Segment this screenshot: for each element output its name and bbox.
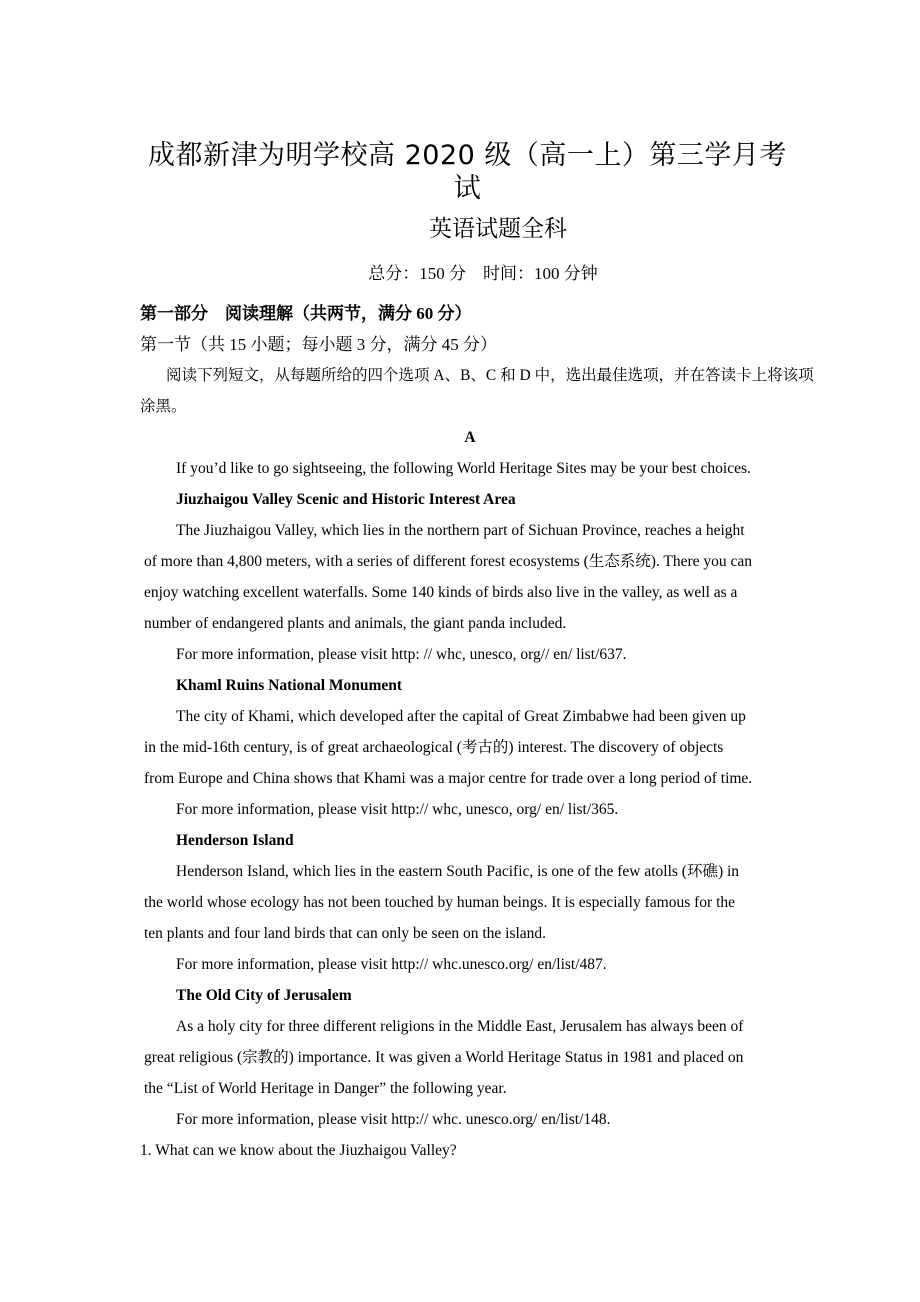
part-heading: 第一部分 阅读理解（共两节，满分 60 分）	[140, 304, 472, 323]
paragraph-line: the world whose ecology has not been touched by human beings. It is especially famous for the	[144, 894, 736, 911]
document-title-line-2: 试	[453, 173, 482, 204]
paragraph-line: from Europe and China shows that Khami was a major centre for trade over a long period of time.	[144, 770, 753, 787]
paragraph-line: the “List of World Heritage in Danger” the following year.	[144, 1080, 507, 1097]
score-time-info: 总分：150 分 时间：100 分钟	[368, 264, 598, 283]
site-heading: Henderson Island	[176, 832, 294, 849]
site-heading: Jiuzhaigou Valley Scenic and Historic Interest Area	[176, 491, 516, 508]
info-link-line: For more information, please visit http: // whc, unesco, org// en/ list/637.	[176, 646, 627, 663]
paragraph-line: As a holy city for three different religions in the Middle East, Jerusalem has always been of	[176, 1018, 744, 1035]
paragraph-line: enjoy watching excellent waterfalls. Some 140 kinds of birds also live in the valley, as well as a	[144, 584, 738, 601]
document-subtitle: 英语试题全科	[429, 216, 567, 242]
passage-label: A	[464, 429, 476, 446]
paragraph-line: ten plants and four land birds that can only be seen on the island.	[144, 925, 547, 942]
instructions-line: 阅读下列短文，从每题所给的四个选项 A、B、C 和 D 中，选出最佳选项，并在答读卡上将该项	[166, 367, 814, 384]
paragraph-line: The city of Khami, which developed after the capital of Great Zimbabwe had been given up	[176, 708, 746, 725]
info-link-line: For more information, please visit http:// whc, unesco, org/ en/ list/365.	[176, 801, 619, 818]
paragraph-line: number of endangered plants and animals, the giant panda included.	[144, 615, 567, 632]
paragraph-line: Henderson Island, which lies in the eastern South Pacific, is one of the few atolls (环礁) in	[176, 863, 740, 880]
question-1: 1. What can we know about the Jiuzhaigou Valley?	[140, 1142, 457, 1159]
info-link-line: For more information, please visit http:// whc.unesco.org/ en/list/487.	[176, 956, 607, 973]
paragraph-line: of more than 4,800 meters, with a series of different forest ecosystems (生态系统). There you can	[144, 553, 753, 570]
passage-intro: If you’d like to go sightseeing, the following World Heritage Sites may be your best choices.	[176, 460, 751, 477]
paragraph-line: The Jiuzhaigou Valley, which lies in the northern part of Sichuan Province, reaches a height	[176, 522, 745, 539]
site-heading: The Old City of Jerusalem	[176, 987, 352, 1004]
instructions-line: 涂黑。	[140, 398, 187, 415]
paragraph-line: in the mid-16th century, is of great archaeological (考古的) interest. The discovery of objects	[144, 739, 724, 756]
document-title-line-1: 成都新津为明学校高 2020 级（高一上）第三学月考	[148, 140, 787, 171]
paragraph-line: great religious (宗教的) importance. It was given a World Heritage Status in 1981 and placed on	[144, 1049, 744, 1066]
section-heading: 第一节（共 15 小题；每小题 3 分，满分 45 分）	[140, 335, 497, 354]
info-link-line: For more information, please visit http:// whc. unesco.org/ en/list/148.	[176, 1111, 611, 1128]
document-body	[140, 298, 814, 1166]
site-heading: Khaml Ruins National Monument	[176, 677, 403, 694]
